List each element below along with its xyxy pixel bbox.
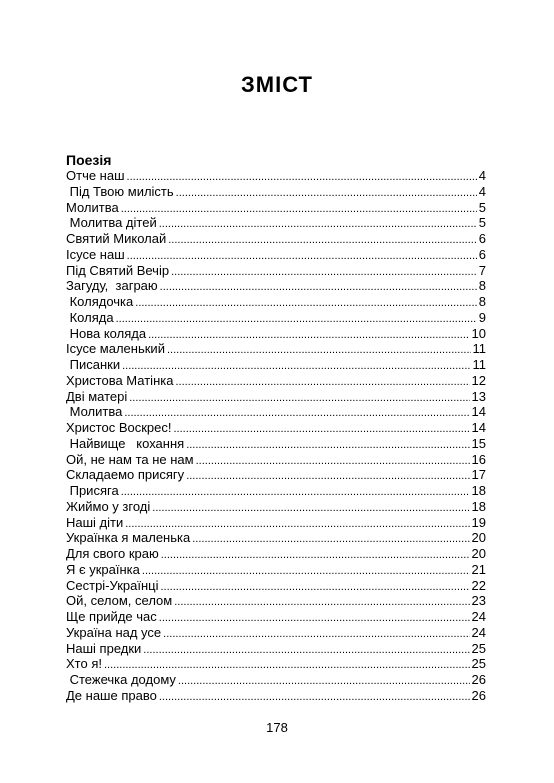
page-title: ЗМІСТ xyxy=(241,72,313,97)
toc-entry xyxy=(66,499,486,515)
toc-entry-page: 10 xyxy=(471,325,486,341)
toc-entry xyxy=(66,609,486,625)
toc-entry-page: 19 xyxy=(471,514,486,530)
dot-leader xyxy=(160,580,469,596)
toc-entry-page: 11 xyxy=(472,341,486,357)
dot-leader xyxy=(176,186,477,202)
dot-leader xyxy=(121,202,477,218)
toc-entry-page: 9 xyxy=(478,309,486,325)
toc-entry-title: Ще прийде час xyxy=(66,609,157,624)
toc-entry xyxy=(66,357,486,373)
toc-entry-page: 20 xyxy=(471,546,486,561)
dot-leader xyxy=(160,280,477,296)
toc-entry xyxy=(66,168,486,184)
dot-leader xyxy=(178,674,470,690)
dot-leader xyxy=(168,233,477,249)
toc-entry-title: Під Твою милість xyxy=(66,183,174,199)
toc-entry-title: Коляда xyxy=(66,309,114,325)
toc-entry-title: Христова Матінка xyxy=(66,372,174,388)
toc-entry-title: Під Святий Вечір xyxy=(66,262,170,278)
toc-entry xyxy=(66,578,486,594)
toc-entry xyxy=(66,184,486,200)
toc-entry-title: Дві матері xyxy=(66,388,128,404)
dot-leader xyxy=(127,170,477,186)
toc-entry xyxy=(66,200,486,216)
toc-entry xyxy=(66,452,486,468)
toc-entry xyxy=(66,515,486,531)
page-number: 178 xyxy=(266,720,288,735)
toc-entry xyxy=(66,231,486,247)
toc-entry-page: 26 xyxy=(471,687,486,703)
toc-entry-page: 15 xyxy=(471,435,486,451)
dot-leader xyxy=(121,485,470,501)
toc-entry-page: 25 xyxy=(471,640,486,656)
toc-entry-page: 22 xyxy=(471,577,486,593)
dot-leader xyxy=(196,454,470,470)
toc-entry-title: Де наше право xyxy=(66,687,157,703)
toc-entry xyxy=(66,641,486,657)
toc-entry-title: Писанки xyxy=(66,357,121,372)
toc-entry-page: 24 xyxy=(471,609,486,624)
dot-leader xyxy=(186,438,469,454)
dot-leader xyxy=(122,359,470,375)
toc-entry-title: Стежечка додому xyxy=(66,672,176,687)
toc-entry-page: 5 xyxy=(478,199,486,215)
toc-entry-title: Нова коляда xyxy=(66,325,147,341)
dot-leader xyxy=(171,265,477,281)
toc-entry-title: Колядочка xyxy=(66,294,134,309)
toc-entry xyxy=(66,593,486,609)
dot-leader xyxy=(127,249,477,265)
toc-entry-page: 14 xyxy=(471,404,486,420)
toc-entry-title: Хто я! xyxy=(66,656,102,672)
toc-entry-title: Отче наш xyxy=(66,168,125,183)
dot-leader xyxy=(159,217,477,233)
dot-leader xyxy=(173,422,469,438)
toc-entry xyxy=(66,625,486,641)
toc-entry xyxy=(66,483,486,499)
toc-entry xyxy=(66,215,486,231)
toc-entry-title: Христос Воскрес! xyxy=(66,420,172,435)
toc-entry-title: Присяга xyxy=(66,483,119,498)
toc-entry-title: Молитва xyxy=(66,199,119,215)
dot-leader xyxy=(148,328,469,344)
toc-entry xyxy=(66,310,486,326)
toc-entry xyxy=(66,420,486,436)
toc-entry-page: 21 xyxy=(471,561,486,577)
dot-leader xyxy=(163,627,469,643)
toc-entry xyxy=(66,389,486,405)
toc-entry xyxy=(66,546,486,562)
toc-entry-page: 23 xyxy=(471,593,486,609)
dot-leader xyxy=(174,595,469,611)
toc-entry-page: 5 xyxy=(478,215,486,231)
toc-entry xyxy=(66,688,486,704)
toc-entry-page: 16 xyxy=(471,451,486,467)
table-of-contents xyxy=(66,168,486,704)
toc-entry-page: 18 xyxy=(471,498,486,514)
dot-leader xyxy=(135,296,477,312)
toc-entry-page: 6 xyxy=(478,231,486,246)
dot-leader xyxy=(159,611,470,627)
toc-entry xyxy=(66,530,486,546)
toc-entry xyxy=(66,263,486,279)
toc-entry-page: 6 xyxy=(478,246,486,262)
toc-entry-page: 8 xyxy=(478,278,486,294)
toc-entry xyxy=(66,672,486,688)
toc-entry-title: Українка я маленька xyxy=(66,530,191,546)
dot-leader xyxy=(129,391,469,407)
toc-entry-page: 4 xyxy=(478,183,486,199)
toc-entry-title: Загуду, заграю xyxy=(66,278,158,294)
toc-entry-page: 20 xyxy=(471,530,486,546)
toc-entry-page: 26 xyxy=(471,672,486,687)
toc-entry-title: Найвище кохання xyxy=(66,435,185,451)
dot-leader xyxy=(161,548,470,564)
toc-entry-title: Жиймо у згоді xyxy=(66,498,151,514)
toc-entry-title: Сестрі-Українці xyxy=(66,577,159,593)
toc-entry xyxy=(66,373,486,389)
toc-entry-page: 12 xyxy=(471,372,486,388)
dot-leader xyxy=(152,501,469,517)
toc-entry-page: 7 xyxy=(478,262,486,278)
dot-leader xyxy=(143,643,469,659)
toc-entry xyxy=(66,562,486,578)
toc-entry-page: 11 xyxy=(472,357,486,372)
toc-entry xyxy=(66,341,486,357)
toc-entry-title: Ісусе наш xyxy=(66,246,125,262)
dot-leader xyxy=(159,690,470,706)
toc-entry-title: Я є українка xyxy=(66,561,140,577)
toc-entry-page: 13 xyxy=(471,388,486,404)
toc-entry xyxy=(66,404,486,420)
dot-leader xyxy=(116,312,477,328)
toc-entry-page: 8 xyxy=(478,294,486,309)
toc-entry-title: Ісусе маленький xyxy=(66,341,165,357)
toc-entry-page: 17 xyxy=(471,467,486,483)
toc-entry-page: 4 xyxy=(478,168,486,183)
toc-entry-title: Молитва xyxy=(66,404,123,420)
toc-entry xyxy=(66,656,486,672)
toc-entry-title: Наші діти xyxy=(66,514,124,530)
toc-entry-title: Для свого краю xyxy=(66,546,159,561)
toc-entry-title: Складаемо присягу xyxy=(66,467,185,483)
dot-leader xyxy=(167,343,471,359)
section-heading: Поезія xyxy=(66,152,112,168)
dot-leader xyxy=(192,532,469,548)
toc-entry-title: Наші предки xyxy=(66,640,142,656)
toc-entry xyxy=(66,436,486,452)
dot-leader xyxy=(124,406,469,422)
toc-entry-title: Молитва дітей xyxy=(66,215,157,231)
toc-entry-page: 25 xyxy=(471,656,486,672)
toc-entry xyxy=(66,326,486,342)
dot-leader xyxy=(186,469,469,485)
toc-entry xyxy=(66,467,486,483)
toc-entry-page: 18 xyxy=(471,483,486,498)
toc-entry-title: Ой, не нам та не нам xyxy=(66,451,194,467)
toc-entry-page: 24 xyxy=(471,624,486,640)
dot-leader xyxy=(142,564,470,580)
toc-entry-title: Україна над усе xyxy=(66,624,162,640)
toc-entry xyxy=(66,294,486,310)
toc-entry-title: Святий Миколай xyxy=(66,231,167,246)
toc-entry-title: Ой, селом, селом xyxy=(66,593,173,609)
dot-leader xyxy=(175,375,469,391)
toc-entry xyxy=(66,278,486,294)
toc-entry xyxy=(66,247,486,263)
toc-entry-page: 14 xyxy=(471,420,486,435)
